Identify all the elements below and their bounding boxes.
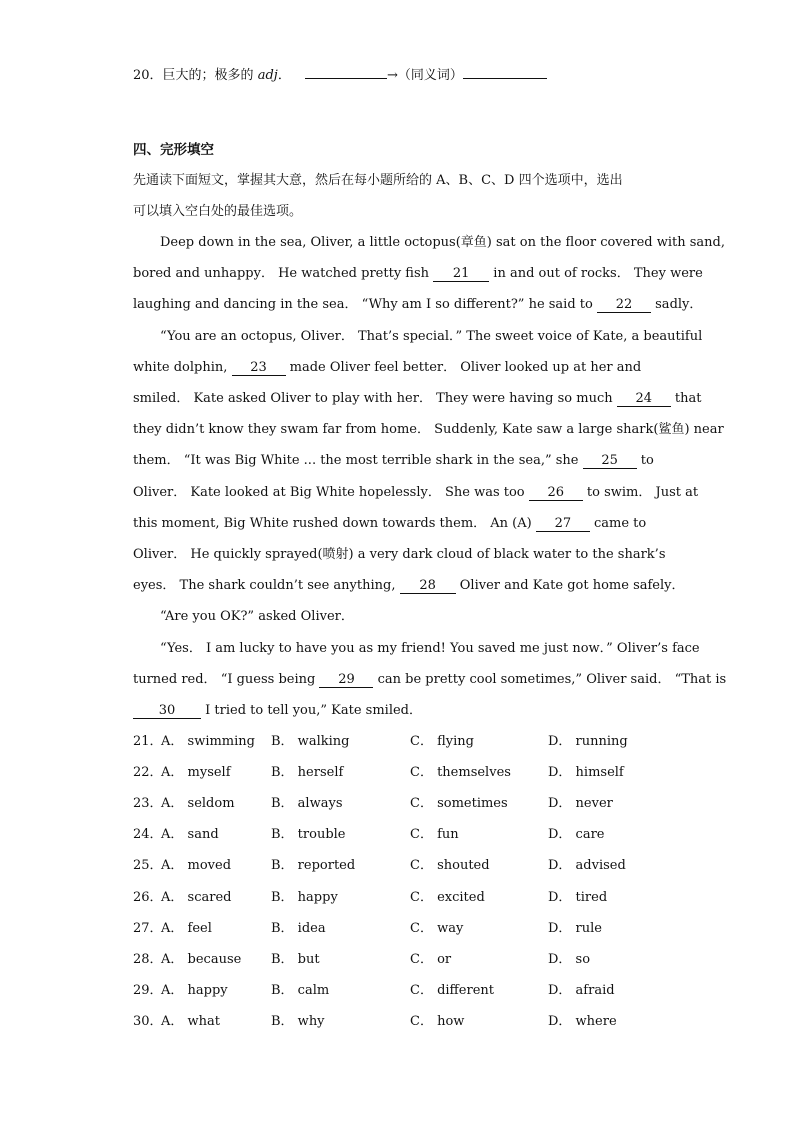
vocab-meaning: 巨大的；极多的 (162, 68, 254, 83)
passage-line (133, 576, 685, 596)
passage-text: Oliver and Kate got home safely． (459, 578, 685, 593)
question-row (133, 950, 673, 970)
blank-25[interactable]: 25 (583, 453, 637, 469)
question-number: 23． (133, 796, 163, 811)
vocab-answer-blank-2[interactable] (463, 78, 547, 79)
option-c[interactable]: C． way (410, 921, 464, 936)
option-c[interactable]: C． different (410, 983, 494, 998)
option-a[interactable]: A． scared (161, 890, 232, 905)
option-b[interactable]: B． reported (271, 858, 356, 873)
question-row (133, 856, 673, 876)
blank-26[interactable]: 26 (529, 485, 583, 501)
passage-text: to swim． Just at (586, 485, 699, 500)
option-d[interactable]: D． never (548, 796, 613, 811)
question-row (133, 794, 673, 814)
passage-line: “You are an octopus, Oliver． That’s special．” The sweet voice of Kate, a beautiful (160, 329, 703, 344)
option-a[interactable]: A． what (161, 1014, 220, 1029)
passage-text: I tried to tell you,” Kate smiled． (205, 703, 422, 718)
option-b[interactable]: B． trouble (271, 827, 346, 842)
passage-line (133, 358, 641, 378)
option-d[interactable]: D． care (548, 827, 605, 842)
option-b[interactable]: B． why (271, 1014, 325, 1029)
blank-29[interactable]: 29 (319, 672, 373, 688)
section-instruction-2: 可以填入空白处的最佳选项。 (133, 204, 303, 219)
option-c[interactable]: C． fun (410, 827, 459, 842)
passage-line (133, 451, 654, 471)
passage-line: “Yes． I am lucky to have you as my friend! You saved me just now．” Oliver’s face (160, 641, 700, 656)
option-d[interactable]: D． advised (548, 858, 626, 873)
passage-text: bored and unhappy． He watched pretty fish (133, 266, 430, 281)
vocab-answer-blank-1[interactable] (305, 78, 387, 79)
blank-24[interactable]: 24 (617, 391, 671, 407)
blank-28[interactable]: 28 (400, 578, 456, 594)
question-row (133, 981, 673, 1001)
option-c[interactable]: C． or (410, 952, 452, 967)
question-row (133, 1012, 673, 1032)
passage-line: Deep down in the sea, Oliver, a little octopus(章鱼) sat on the floor covered with sand, (160, 235, 725, 250)
passage-line: Oliver． He quickly sprayed(喷射) a very dark cloud of black water to the shark’s (133, 547, 666, 562)
option-b[interactable]: B． herself (271, 765, 344, 780)
option-a[interactable]: A． feel (161, 921, 212, 936)
passage-line (133, 295, 702, 315)
passage-line (133, 670, 726, 690)
question-number: 24． (133, 827, 163, 842)
question-number: 26． (133, 890, 163, 905)
passage-text: that (674, 391, 702, 406)
vocab-number: 20． (133, 68, 163, 83)
option-c[interactable]: C． flying (410, 734, 474, 749)
passage-text: turned red． “I guess being (133, 672, 316, 687)
option-c[interactable]: C． themselves (410, 765, 511, 780)
option-b[interactable]: B． calm (271, 983, 330, 998)
option-d[interactable]: D． running (548, 734, 628, 749)
option-b[interactable]: B． always (271, 796, 343, 811)
passage-text: smiled． Kate asked Oliver to play with her． They were having so much (133, 391, 613, 406)
option-c[interactable]: C． shouted (410, 858, 490, 873)
blank-22[interactable]: 22 (597, 297, 651, 313)
option-a[interactable]: A． swimming (161, 734, 255, 749)
blank-27[interactable]: 27 (536, 516, 590, 532)
option-d[interactable]: D． so (548, 952, 591, 967)
passage-text: laughing and dancing in the sea． “Why am I so different?” he said to (133, 297, 593, 312)
option-a[interactable]: A． seldom (161, 796, 235, 811)
option-d[interactable]: D． where (548, 1014, 617, 1029)
passage-text: can be pretty cool sometimes,” Oliver said． “That is (377, 672, 727, 687)
passage-text: white dolphin, (133, 360, 228, 375)
passage-text: this moment, Big White rushed down towards them． An (A) (133, 516, 532, 531)
question-row (133, 825, 673, 845)
question-row (133, 888, 673, 908)
option-a[interactable]: A． sand (161, 827, 219, 842)
option-a[interactable]: A． moved (161, 858, 232, 873)
option-c[interactable]: C． how (410, 1014, 465, 1029)
question-row (133, 919, 673, 939)
option-a[interactable]: A． because (161, 952, 242, 967)
passage-text: made Oliver feel better． Oliver looked up at her and (289, 360, 642, 375)
option-b[interactable]: B． idea (271, 921, 326, 936)
question-row (133, 732, 673, 752)
passage-text: sadly． (655, 297, 703, 312)
blank-23[interactable]: 23 (232, 360, 286, 376)
passage-line (133, 483, 698, 503)
section-instruction-1: 先通读下面短文，掌握其大意，然后在每小题所给的 A、B、C、D 四个选项中，选出 (133, 173, 623, 188)
passage-text: them． “It was Big White ... the most terrible shark in the sea,” she (133, 453, 579, 468)
question-number: 28． (133, 952, 163, 967)
passage-text: Oliver． Kate looked at Big White hopelessly． She was too (133, 485, 525, 500)
option-c[interactable]: C． excited (410, 890, 485, 905)
question-number: 22． (133, 765, 163, 780)
option-b[interactable]: B． but (271, 952, 320, 967)
blank-30[interactable]: 30 (133, 703, 201, 719)
option-d[interactable]: D． afraid (548, 983, 615, 998)
vocab-pos: adj (257, 68, 278, 83)
question-row (133, 763, 673, 783)
option-d[interactable]: D． tired (548, 890, 608, 905)
option-d[interactable]: D． rule (548, 921, 602, 936)
option-a[interactable]: A． happy (161, 983, 228, 998)
option-d[interactable]: D． himself (548, 765, 624, 780)
passage-text: to (640, 453, 654, 468)
option-b[interactable]: B． happy (271, 890, 338, 905)
passage-line (133, 701, 422, 721)
passage-line: “Are you OK?” asked Oliver． (160, 609, 354, 624)
question-number: 25． (133, 858, 163, 873)
option-c[interactable]: C． sometimes (410, 796, 508, 811)
question-number: 30． (133, 1014, 163, 1029)
vocab-item-20: 20．巨大的；极多的 adj． →（同义词） (133, 66, 547, 86)
blank-21[interactable]: 21 (433, 266, 489, 282)
question-number: 29． (133, 983, 163, 998)
question-number: 27． (133, 921, 163, 936)
passage-text: eyes． The shark couldn’t see anything, (133, 578, 396, 593)
passage-line: they didn’t know they swam far from home． Suddenly, Kate saw a large shark(鲨鱼) near (133, 422, 724, 437)
vocab-arrow-label: →（同义词） (386, 68, 463, 83)
passage-line (133, 389, 701, 409)
section-heading: 四、完形填空 (133, 142, 214, 158)
passage-text: came to (593, 516, 647, 531)
passage-text: in and out of rocks． They were (493, 266, 703, 281)
option-a[interactable]: A． myself (161, 765, 231, 780)
passage-line (133, 264, 703, 284)
passage-line (133, 514, 646, 534)
option-b[interactable]: B． walking (271, 734, 350, 749)
question-number: 21． (133, 734, 163, 749)
